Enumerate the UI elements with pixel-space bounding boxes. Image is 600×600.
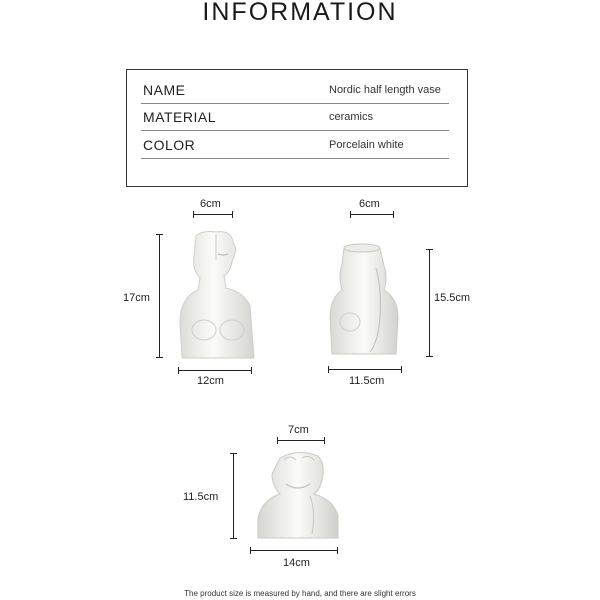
row-divider <box>141 158 449 159</box>
vase2-bottom-width-label: 11.5cm <box>349 375 385 387</box>
info-table <box>126 69 468 187</box>
vase2-top-width-bar <box>350 214 394 215</box>
info-row-name <box>141 76 449 104</box>
info-value: ceramics <box>329 111 374 123</box>
vase2-height-bar <box>429 249 430 357</box>
info-key: COLOR <box>143 137 196 153</box>
bust-vase-3-image <box>250 446 346 542</box>
vase1-height-label: 17cm <box>123 292 150 304</box>
footer-note: The product size is measured by hand, and there are slight errors <box>184 589 416 598</box>
vase1-top-width-bar <box>193 214 233 215</box>
vase3-height-bar <box>233 453 234 539</box>
vase3-top-width-bar <box>277 440 325 441</box>
vase1-bottom-width-bar <box>178 370 252 371</box>
vase3-top-width-label: 7cm <box>288 424 309 436</box>
info-row-material <box>141 103 449 131</box>
info-key: MATERIAL <box>143 109 216 125</box>
page-title: INFORMATION <box>202 0 398 26</box>
info-key: NAME <box>143 82 186 98</box>
vase2-top-width-label: 6cm <box>359 198 380 210</box>
bust-vase-1-image <box>172 226 258 364</box>
vase1-top-width-label: 6cm <box>200 198 221 210</box>
info-value: Porcelain white <box>329 139 404 151</box>
vase3-bottom-width-bar <box>250 550 338 551</box>
vase2-bottom-width-bar <box>328 369 402 370</box>
vase3-height-label: 11.5cm <box>183 491 219 503</box>
vase1-bottom-width-label: 12cm <box>197 375 224 387</box>
vase1-height-bar <box>159 234 160 358</box>
info-row-color <box>141 131 449 159</box>
vase3-bottom-width-label: 14cm <box>283 557 310 569</box>
vase2-height-label: 15.5cm <box>434 292 471 304</box>
bust-vase-2-image <box>322 238 408 360</box>
info-value: Nordic half length vase <box>329 84 441 96</box>
